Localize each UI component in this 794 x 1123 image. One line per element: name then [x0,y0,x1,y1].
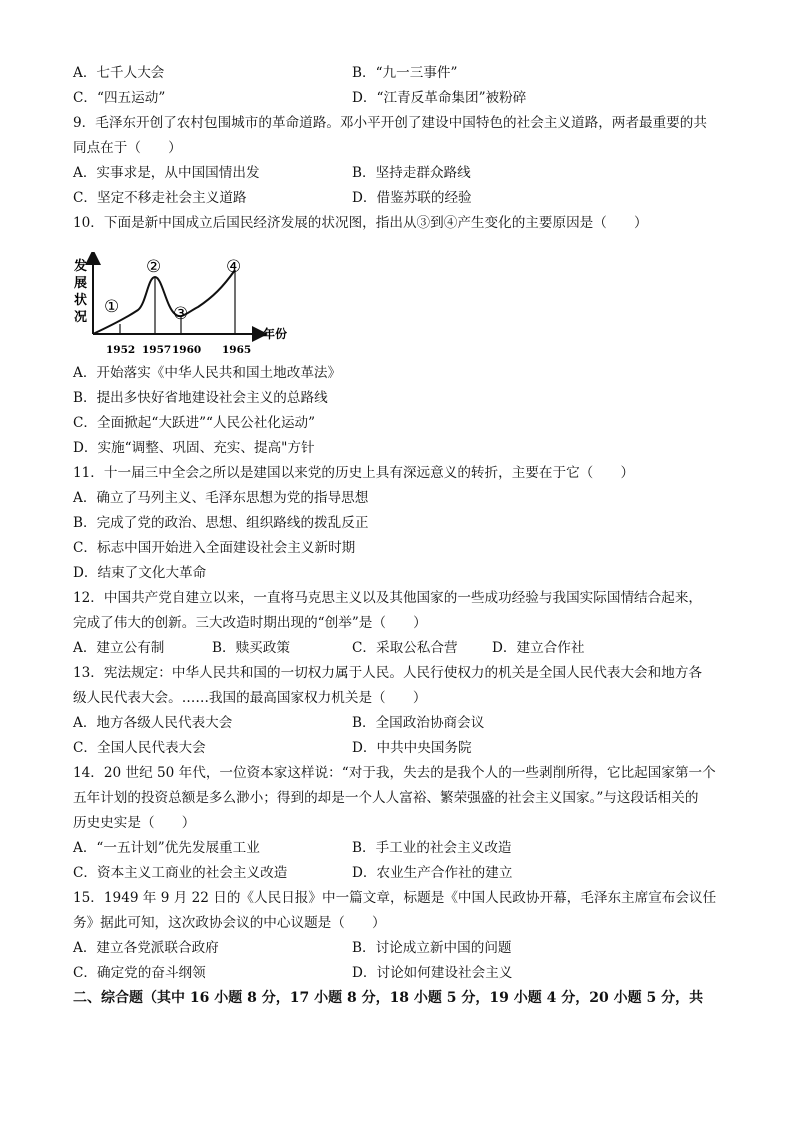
q13-option-b: B．全国政治协商会议 [352,715,485,731]
q9-option-a: A．实事求是，从中国国情出发 [73,165,260,181]
q9-option-c: C．坚定不移走社会主义道路 [73,190,247,206]
q15-stem-line1: 15．1949 年 9 月 22 日的《人民日报》中一篇文章，标题是《中国人民政协开幕，毛泽东主席宣布会议任 [73,890,717,906]
q15-option-a: A．建立各党派联合政府 [73,940,219,956]
q14-option-c: C．资本主义工商业的社会主义改造 [73,865,288,881]
x-tick-1952: 1952 [106,344,136,356]
q15-option-c: C．确定党的奋斗纲领 [73,965,206,981]
q14-stem-line2: 五年计划的投资总额是多么渺小；得到的却是一个人人富裕、繁荣强盛的社会主义国家。”与这段话相关的 [73,790,699,806]
q10-stem: 10．下面是新中国成立后国民经济发展的状况图，指出从③到④产生变化的主要原因是（ ） [73,215,648,231]
economy-chart [68,252,328,362]
q15-option-b: B．讨论成立新中国的问题 [352,940,512,956]
q11-option-c: C．标志中国开始进入全面建设社会主义新时期 [73,540,356,556]
point-label-3: ③ [173,304,189,324]
section2-heading: 二、综合题（其中 16 小题 8 分，17 小题 8 分，18 小题 5 分，19 小题 4 分，20 小题 5 分，共 [73,990,704,1006]
q11-option-b: B．完成了党的政治、思想、组织路线的拨乱反正 [73,515,369,531]
q8-option-c: C．“四五运动” [73,90,166,106]
x-tick-1960: 1960 [172,344,202,356]
q14-stem-line1: 14．20 世纪 50 年代，一位资本家这样说：“对于我，失去的是我个人的一些剥削所得，它比起国家第一个 [73,765,716,781]
x-tick-1965: 1965 [222,344,252,356]
y-axis-label-char: 状 [74,293,88,308]
point-label-4: ④ [226,257,242,277]
q12-stem-line2: 完成了伟大的创新。三大改造时期出现的“创举”是（ ） [73,615,427,631]
q12-option-b: B．赎买政策 [212,640,290,656]
y-axis-label-char: 发 [74,259,88,274]
q10-option-b: B．提出多快好省地建设社会主义的总路线 [73,390,328,406]
q13-stem-line1: 13．宪法规定：中华人民共和国的一切权力属于人民。人民行使权力的机关是全国人民代表大会和地方各 [73,665,703,681]
y-axis-label-char: 展 [74,276,88,291]
y-axis-label-char: 况 [74,310,88,325]
q8-option-b: B．“九一三事件” [352,65,458,81]
q11-stem: 11．十一届三中全会之所以是建国以来党的历史上具有深远意义的转折，主要在于它（ ） [73,465,635,481]
q8-option-d: D．“江青反革命集团”被粉碎 [352,90,527,106]
q12-stem-line1: 12．中国共产党自建立以来，一直将马克思主义以及其他国家的一些成功经验与我国实际国情结合起来， [73,590,703,606]
point-label-2: ② [146,257,162,277]
q14-option-b: B．手工业的社会主义改造 [352,840,512,856]
q14-stem-line3: 历史史实是（ ） [73,815,196,831]
q11-option-d: D．结束了文化大革命 [73,565,207,581]
q11-option-a: A．确立了马列主义、毛泽东思想为党的指导思想 [73,490,369,506]
q14-option-a: A．“一五计划”优先发展重工业 [73,840,260,856]
q15-option-d: D．讨论如何建设社会主义 [352,965,513,981]
q10-option-c: C．全面掀起“大跃进”“人民公社化运动” [73,415,316,431]
q10-option-a: A．开始落实《中华人民共和国土地改革法》 [73,365,342,381]
q8-option-a: A．七千人大会 [73,65,165,81]
q13-option-d: D．中共中央国务院 [352,740,472,756]
q9-option-b: B．坚持走群众路线 [352,165,471,181]
q12-option-a: A．建立公有制 [73,640,165,656]
q15-stem-line2: 务》据此可知，这次政协会议的中心议题是（ ） [73,915,386,931]
q14-option-d: D．农业生产合作社的建立 [352,865,513,881]
x-tick-1957: 1957 [142,344,172,356]
q12-option-c: C．采取公私合营 [352,640,458,656]
q13-option-c: C．全国人民代表大会 [73,740,206,756]
q9-stem-line1: 9．毛泽东开创了农村包围城市的革命道路。邓小平开创了建设中国特色的社会主义道路，两者最重要的共 [73,115,707,131]
q9-option-d: D．借鉴苏联的经验 [352,190,472,206]
q13-option-a: A．地方各级人民代表大会 [73,715,233,731]
q12-option-d: D．建立合作社 [492,640,585,656]
point-label-1: ① [104,297,120,317]
y-axis-label [73,258,87,325]
q9-stem-line2: 同点在于（ ） [73,140,182,156]
x-axis-label: 年份 [263,327,288,341]
q13-stem-line2: 级人民代表大会。……我国的最高国家权力机关是（ ） [73,690,427,706]
q10-option-d: D．实施“调整、巩固、充实、提高"方针 [73,440,315,456]
